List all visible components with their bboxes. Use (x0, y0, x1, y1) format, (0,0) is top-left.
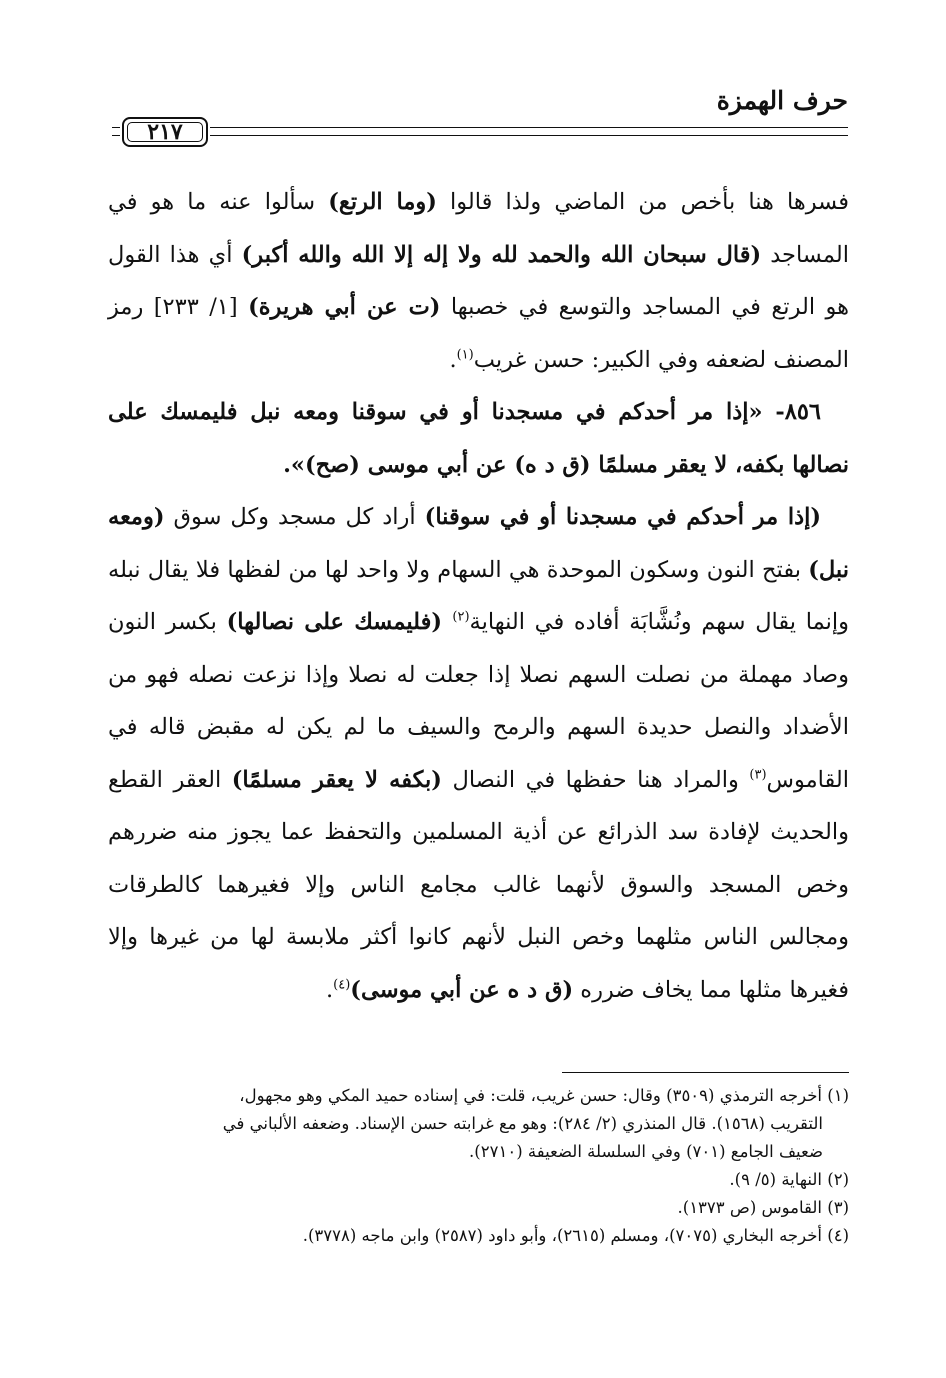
quoted-phrase: (قال سبحان الله والحمد لله ولا إله إلا الله والله أكبر) (241, 241, 762, 268)
footnote-separator (562, 1072, 849, 1073)
text-run: [١/ ٢٣٣] رمز المصنف لضعفه وفي الكبير: حسن غريب (108, 294, 849, 373)
paragraph-explanation (108, 491, 849, 1016)
source-reference: (ق د ه عن أبي موسى) (350, 976, 574, 1003)
text-run: سألوا عنه ما هو في المساجد (108, 189, 849, 268)
header-rule (112, 117, 848, 151)
hadith-entry (108, 386, 849, 491)
hadith-text: «إذا مر أحدكم في مسجدنا أو في سوقنا ومعه نبل فليمسك على نصالها بكفه، لا يعقر مسلمًا (ق د ه) عن أبي موسى (صح)». (108, 399, 849, 478)
quoted-phrase: (بكفه لا يعقر مسلمًا) (231, 766, 442, 793)
footnote-marker: (١) (456, 347, 474, 362)
footnote-marker: (٣) (749, 767, 767, 782)
text-run: أي هذا القول هو الرتع في المساجد والتوسع في خصبها (108, 241, 849, 320)
quoted-phrase: (فليمسك على نصالها) (226, 609, 453, 635)
footnotes (108, 1082, 849, 1250)
page-number-box (122, 117, 208, 147)
footnote-1-continued: التقريب (١٥٦٨). قال المنذري (٢/ ٢٨٤): وهو مع غرابته حسن الإسناد. وضعفه الألباني في (222, 1114, 823, 1133)
footnote-marker: (٤) (333, 977, 351, 992)
text-run: أراد كل مسجد وكل سوق (164, 504, 425, 530)
text-run: بفتح النون وسكون الموحدة هي السهام ولا واحد لها من لفظها فلا يقال نبله وإنما يقال سهم ونُشَّابَة أفاده في النهاية (108, 556, 849, 635)
source-reference: (ت عن أبي هريرة) (248, 294, 441, 320)
header-rule-line-top (210, 127, 848, 128)
text-run: بكسر النون وصاد مهملة من نصلت السهم نصلا إذا جعلت له نصلا وإذا نزعت نصله فهو من الأضداد والنصل حديدة السهم والرمح والسيف ما لم يكن له مقبض قاله في القاموس (108, 609, 850, 793)
quoted-phrase: (وما الرتع) (328, 189, 437, 215)
footnote-4: (٤) أخرجه البخاري (٧٠٧٥)، ومسلم (٢٦١٥)، وأبو داود (٢٥٨٧) وابن ماجه (٣٧٧٨). (302, 1226, 849, 1245)
footnote-2: (٢) النهاية (٥/ ٩). (729, 1170, 849, 1189)
text-run: . (326, 976, 334, 1003)
quoted-phrase: (إذا مر أحدكم في مسجدنا أو في سوقنا) (424, 504, 822, 530)
text-run: فسرها هنا بأخص من الماضي ولذا قالوا (436, 189, 849, 215)
main-text (108, 176, 849, 1016)
text-run: العقر القطع والحديث لإفادة سد الذرائع عن أذية المسلمين والتحفظ عما يجوز منه ضررهم وخص المسجد والسوق لأنهما غالب مجامع الناس وإلا فغيرهما كالطرقات ومجالس الناس مثلهما وخص النبل لأنهم كانوا أكثر ملابسة لها من غيرها وإلا فغيرها مثلها مما يخاف ضرره (108, 766, 849, 1003)
page-number: ٢١٧ (147, 119, 183, 145)
header-rule-line-bottom (210, 135, 848, 136)
running-title: حرف الهمزة (716, 86, 848, 115)
footnote-1-continued: ضعيف الجامع (٧٠١) وفي السلسلة الضعيفة (٢٧١٠). (469, 1142, 823, 1161)
footnote-3: (٣) القاموس (ص ١٣٧٣). (677, 1198, 849, 1217)
paragraph-commentary (108, 176, 849, 386)
quoted-phrase: (ومعه نبل) (108, 504, 849, 583)
footnote-marker: (٢) (452, 609, 470, 625)
header-rule-line-bottom (112, 135, 120, 136)
hadith-number: ٨٥٦- (762, 399, 821, 425)
header-rule-line-top (112, 127, 120, 128)
footnote-1: (١) أخرجه الترمذي (٣٥٠٩) وقال: حسن غريب، قلت: في إسناده حميد المكي وهو مجهول، (239, 1086, 849, 1105)
text-run: والمراد هنا حفظها في النصال (441, 766, 750, 793)
text-run: . (449, 346, 457, 373)
